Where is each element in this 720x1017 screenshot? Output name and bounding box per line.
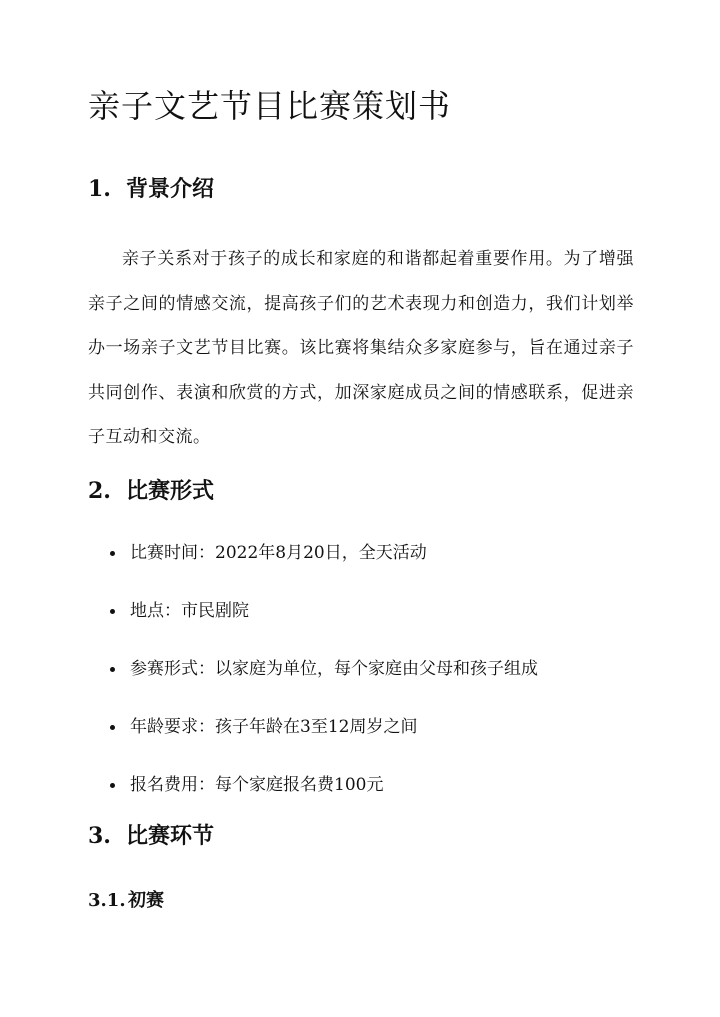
list-item-text: 年龄要求：孩子年龄在3至12周岁之间 [130,717,418,737]
background-paragraph: 亲子关系对于孩子的成长和家庭的和谐都起着重要作用。为了增强亲子之间的情感交流，提高孩子们的艺术表现力和创造力，我们计划举办一场亲子文艺节目比赛。该比赛将集结众多家庭参与，旨在通过亲子共同创作、表演和欣赏的方式，加深家庭成员之间的情感联系，促进亲子互动和交流。 [88,249,634,447]
bullet-icon [110,609,115,614]
format-bullet-list [88,538,634,828]
list-item [88,654,634,712]
section-heading-rounds [88,821,214,851]
section-number: 3. [88,823,111,849]
section-title: 比赛环节 [126,823,215,849]
section-heading-background [88,174,214,204]
section-heading-format [88,476,214,506]
list-item-text: 比赛时间：2022年8月20日，全天活动 [130,543,427,563]
list-item-text: 参赛形式：以家庭为单位，每个家庭由父母和孩子组成 [130,659,538,679]
section-number: 1. [88,176,111,202]
subsection-number: 3.1. [88,890,126,911]
list-item [88,596,634,654]
bullet-icon [110,667,115,672]
list-item [88,538,634,596]
list-item-text: 地点：市民剧院 [130,601,249,621]
bullet-icon [110,551,115,556]
section-title: 比赛形式 [126,478,215,504]
subsection-heading-preliminary [88,888,164,914]
list-item [88,770,634,828]
bullet-icon [110,783,115,788]
section-number: 2. [88,478,111,504]
list-item [88,712,634,770]
document-title: 亲子文艺节目比赛策划书 [88,87,452,125]
list-item-text: 报名费用：每个家庭报名费100元 [130,775,384,795]
subsection-title: 初赛 [128,890,164,911]
section-title: 背景介绍 [126,176,215,202]
bullet-icon [110,725,115,730]
